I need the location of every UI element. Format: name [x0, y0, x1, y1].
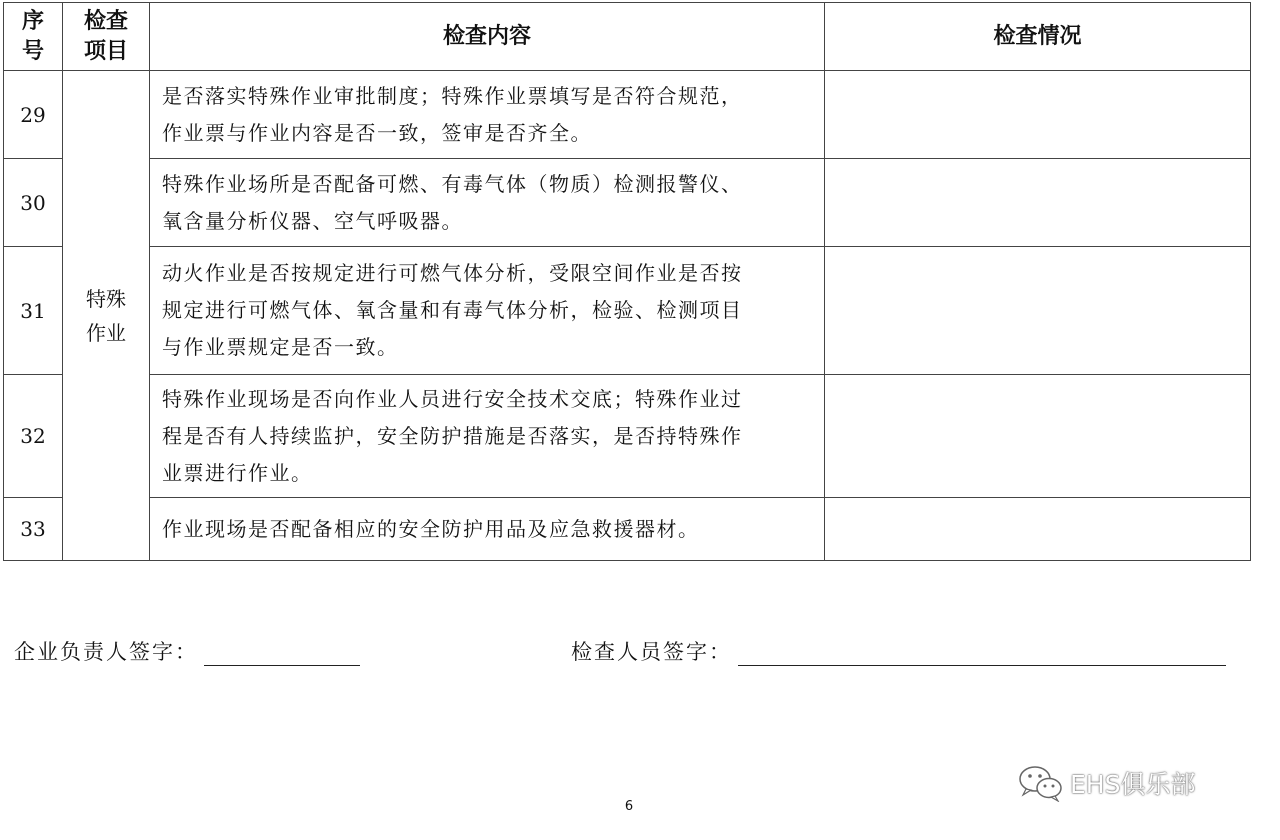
header-result: 检查情况: [825, 3, 1251, 71]
row-result[interactable]: [825, 247, 1251, 375]
inspection-table: [3, 2, 1251, 561]
table-row: [4, 498, 1251, 561]
table-row: [4, 247, 1251, 375]
table-header-row: [4, 3, 1251, 71]
row-number: 33: [4, 498, 63, 561]
table-row: [4, 375, 1251, 498]
signature-row: [14, 636, 1254, 672]
inspector-signature: [571, 636, 1226, 666]
watermark-text: EHS俱乐部: [1070, 770, 1196, 799]
company-signature: [14, 636, 360, 666]
company-signature-line[interactable]: [204, 637, 360, 666]
row-content: 作业现场是否配备相应的安全防护用品及应急救援器材。: [150, 498, 825, 561]
row-content: 动火作业是否按规定进行可燃气体分析，受限空间作业是否按 规定进行可燃气体、氧含量和有毒气体分析，检验、检测项目 与作业票规定是否一致。: [150, 247, 825, 375]
row-content: 特殊作业现场是否向作业人员进行安全技术交底；特殊作业过 程是否有人持续监护，安全防护措施是否落实，是否持特殊作 业票进行作业。: [150, 375, 825, 498]
inspector-signature-label: 检查人员签字：: [571, 640, 732, 664]
row-content: 特殊作业场所是否配备可燃、有毒气体（物质）检测报警仪、 氧含量分析仪器、空气呼吸器。: [150, 159, 825, 247]
row-number: 31: [4, 247, 63, 375]
header-content: 检查内容: [150, 3, 825, 71]
company-signature-label: 企业负责人签字：: [14, 640, 198, 664]
header-seq: 序 号: [4, 3, 63, 71]
table-row: [4, 159, 1251, 247]
inspector-signature-line[interactable]: [738, 637, 1226, 666]
page-number: 6: [624, 799, 634, 814]
row-result[interactable]: [825, 159, 1251, 247]
watermark: [1018, 764, 1195, 802]
row-number: 30: [4, 159, 63, 247]
table-row: [4, 71, 1251, 159]
category-cell: 特殊 作业: [63, 71, 150, 561]
header-item: 检查 项目: [63, 3, 150, 71]
row-result[interactable]: [825, 498, 1251, 561]
row-result[interactable]: [825, 71, 1251, 159]
row-number: 32: [4, 375, 63, 498]
wechat-icon: [1018, 764, 1064, 802]
row-result[interactable]: [825, 375, 1251, 498]
row-content: 是否落实特殊作业审批制度；特殊作业票填写是否符合规范， 作业票与作业内容是否一致，签审是否齐全。: [150, 71, 825, 159]
row-number: 29: [4, 71, 63, 159]
